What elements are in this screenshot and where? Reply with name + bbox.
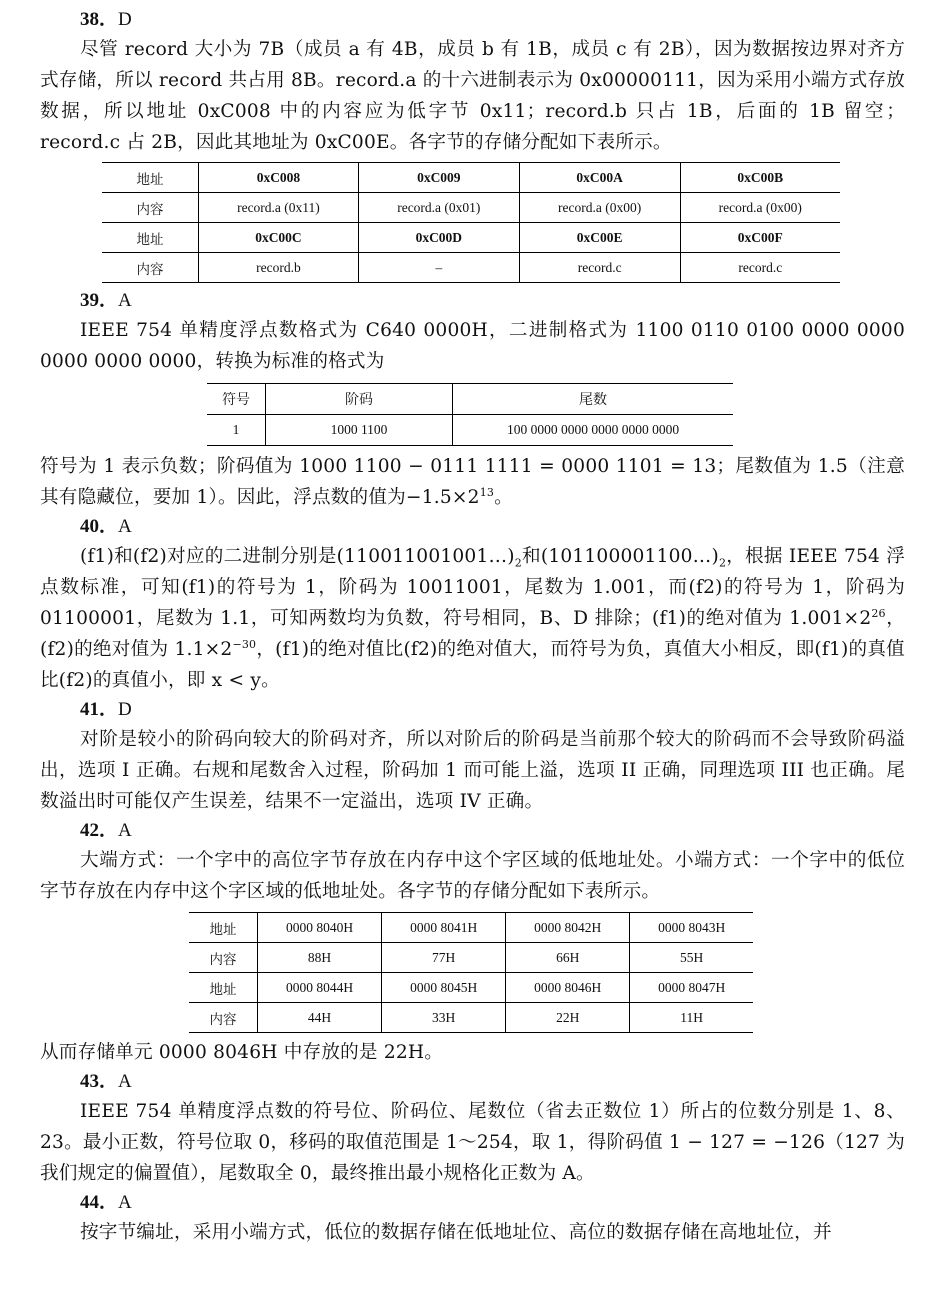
explanation-paragraph: IEEE 754 单精度浮点数的符号位、阶码位、尾数位（省去正数位 1）所占的位数分别是 1、8、23。最小正数，符号位取 0，移码的取值范围是 1～254，取 1，得阶码值 1 − 127 = −126（127 为我们规定的偏置值），尾数取全 0，最终推出最小规格化正数为 A。 (40, 1101, 905, 1184)
explanation-paragraph: (f1)和(f2)对应的二进制分别是$(110011001001\dots)_2$和$(101100001100\dots)_2$，根据 IEEE 754 浮点数标准，可知(f1)的符号为 1，阶码为 10011001，尾数为 1.001，而(f2)的符号为 1，阶码为 01100001，尾数为 1.1，可知两数均为负数，符号相同，B、D 排除；(f1)的绝对值为 $1.001\times 2^{26}$，(f2)的绝对值为 $1.1\times 2^{-30}$，(f1)的绝对值比(f2)的绝对值大，而符号为负，真值大小相反，即(f1)的真值比(f2)的真值小，即 x < y。 (40, 546, 906, 691)
explanation-paragraph: 大端方式：一个字中的高位字节存放在内存中这个字区域的低地址处。小端方式：一个字中的低位字节存放在内存中这个字区域的低地址处。各字节的存储分配如下表所示。 (40, 850, 905, 902)
endian-allocation-table: 地址 0000 8040H 0000 8041H 0000 8042H 0000 8043H 内容 88H 77H 66H 55H 地址 0000 8044H 0000 8045H 0000 8046H 0000 8047H 内容 44H 33H 22H 11H (189, 912, 753, 1033)
explanation-paragraph: IEEE 754 单精度浮点数格式为 C640 0000H，二进制格式为 1100 0110 0100 0000 0000 0000 0000 0000，转换为标准的格式为 (40, 320, 905, 372)
explanation-paragraph: 尽管 record 大小为 7B（成员 a 有 4B，成员 b 有 1B，成员 c 有 2B），因为数据按边界对齐方式存储，所以 record 共占用 8B。record.a 的十六进制表示为 0x00000111，因为采用小端方式存放数据，所以地址 0xC008 中的内容应为低字节 0x11；record.b 只占 1B，后面的 1B 留空；record.c 占 2B，因此其地址为 0xC00E。各字节的存储分配如下表所示。 (40, 39, 905, 153)
question-heading: 39．A (80, 290, 132, 311)
answer-page (40, 6, 905, 1248)
question-heading: 38．D (80, 9, 132, 30)
byte-allocation-table: 地址 0xC008 0xC009 0xC00A 0xC00B 内容 record.a (0x11) record.a (0x01) record.a (0x00) record.a (0x00) 地址 0xC00C 0xC00D 0xC00E 0xC00F 内容 record.b – record.c record.c (102, 162, 840, 283)
question-heading: 42．A (80, 820, 132, 841)
explanation-paragraph: 按字节编址，采用小端方式，低位的数据存储在低地址位、高位的数据存储在高地址位，并 (80, 1222, 832, 1243)
explanation-paragraph: 对阶是较小的阶码向较大的阶码对齐，所以对阶后的阶码是当前那个较大的阶码而不会导致阶码溢出，选项 I 正确。右规和尾数舍入过程，阶码加 1 而可能上溢，选项 II 正确，同理选项 III 也正确。尾数溢出时可能仅产生误差，结果不一定溢出，选项 IV 正确。 (40, 729, 905, 812)
question-heading: 44．A (80, 1192, 132, 1213)
question-heading: 41．D (80, 699, 132, 720)
explanation-paragraph: 符号为 1 表示负数；阶码值为 1000 1100 − 0111 1111 = 0000 1101 = 13；尾数值为 1.5（注意其有隐藏位，要加 1）。因此，浮点数的值为$-1.5\times 2^{13}$。 (40, 456, 905, 508)
float-format-table: 符号 阶码 尾数 1 1000 1100 100 0000 0000 0000 0000 0000 (207, 383, 733, 446)
question-heading: 40．A (80, 516, 132, 537)
question-heading: 43．A (80, 1071, 132, 1092)
explanation-paragraph: 从而存储单元 0000 8046H 中存放的是 22H。 (40, 1042, 444, 1063)
